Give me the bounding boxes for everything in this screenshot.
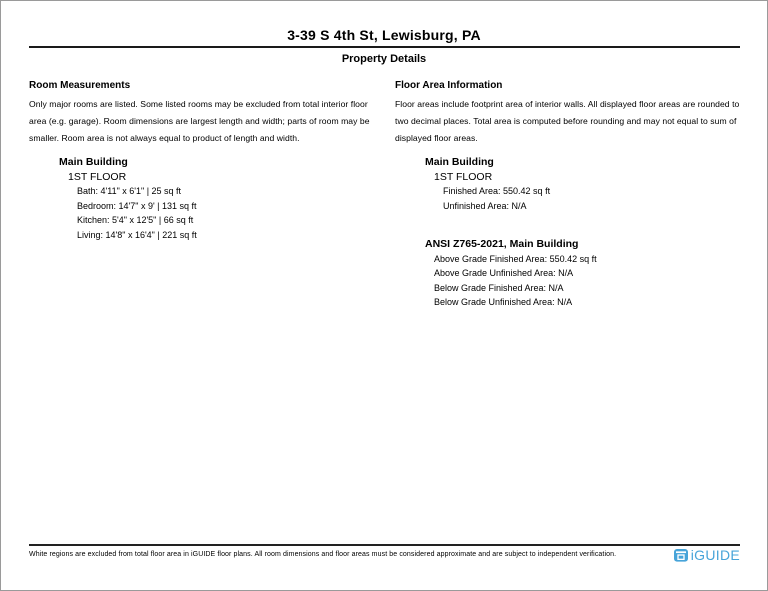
building-name: Main Building <box>59 156 128 168</box>
room-measurements-building-block <box>29 155 375 242</box>
header-divider <box>29 46 740 48</box>
iguide-logo <box>673 547 740 563</box>
room-measurements-description: Only major rooms are listed. Some listed rooms may be excluded from total interior floor area (e.g. garage). Room dimensions are largest length and width; parts of room may be smaller. Room area is not always equal to product of length and width. <box>29 99 370 143</box>
floor-area-section <box>395 79 745 310</box>
floor-area-building-block <box>395 155 745 213</box>
page-title: 3-39 S 4th St, Lewisburg, PA <box>287 27 481 43</box>
floor-name: 1ST FLOOR <box>68 170 127 183</box>
ansi-area-list <box>434 252 745 310</box>
room-entry: Kitchen: 5'4" x 12'5" | 66 sq ft <box>77 215 194 225</box>
room-entry: Bedroom: 14'7" x 9' | 131 sq ft <box>77 200 197 211</box>
iguide-logo-text: iGUIDE <box>690 547 740 563</box>
area-entry: Unfinished Area: N/A <box>443 200 527 211</box>
room-measurements-section <box>29 79 375 310</box>
room-entry: Living: 14'8" x 16'4" | 221 sq ft <box>77 229 197 240</box>
ansi-block <box>395 237 745 310</box>
footer-divider <box>29 544 740 546</box>
footer-disclaimer: White regions are excluded from total floor area in iGUIDE floor plans. All room dimensions and floor areas must be considered approximate and are subject to independent verification. <box>29 551 617 558</box>
floor-name: 1ST FLOOR <box>434 170 493 183</box>
floor-area-description: Floor areas include footprint area of interior walls. All displayed floor areas are rounded to two decimal places. Total area is computed before rounding and may not equal to sum of displayed floor areas. <box>395 99 740 143</box>
ansi-area-entry: Below Grade Unfinished Area: N/A <box>434 297 573 307</box>
building-name: Main Building <box>425 156 494 168</box>
room-list <box>77 184 375 242</box>
ansi-area-entry: Above Grade Finished Area: 550.42 sq ft <box>434 253 597 264</box>
ansi-area-entry: Below Grade Finished Area: N/A <box>434 282 564 293</box>
floor-area-heading: Floor Area Information <box>395 80 503 91</box>
ansi-heading: ANSI Z765-2021, Main Building <box>425 238 579 250</box>
iguide-camera-icon <box>673 547 689 563</box>
ansi-area-entry: Above Grade Unfinished Area: N/A <box>434 268 574 278</box>
page-subtitle: Property Details <box>341 53 427 65</box>
area-list <box>443 184 745 213</box>
area-entry: Finished Area: 550.42 sq ft <box>443 186 551 196</box>
room-measurements-heading: Room Measurements <box>29 80 131 91</box>
room-entry: Bath: 4'11" x 6'1" | 25 sq ft <box>77 186 182 196</box>
content-columns <box>29 79 745 310</box>
